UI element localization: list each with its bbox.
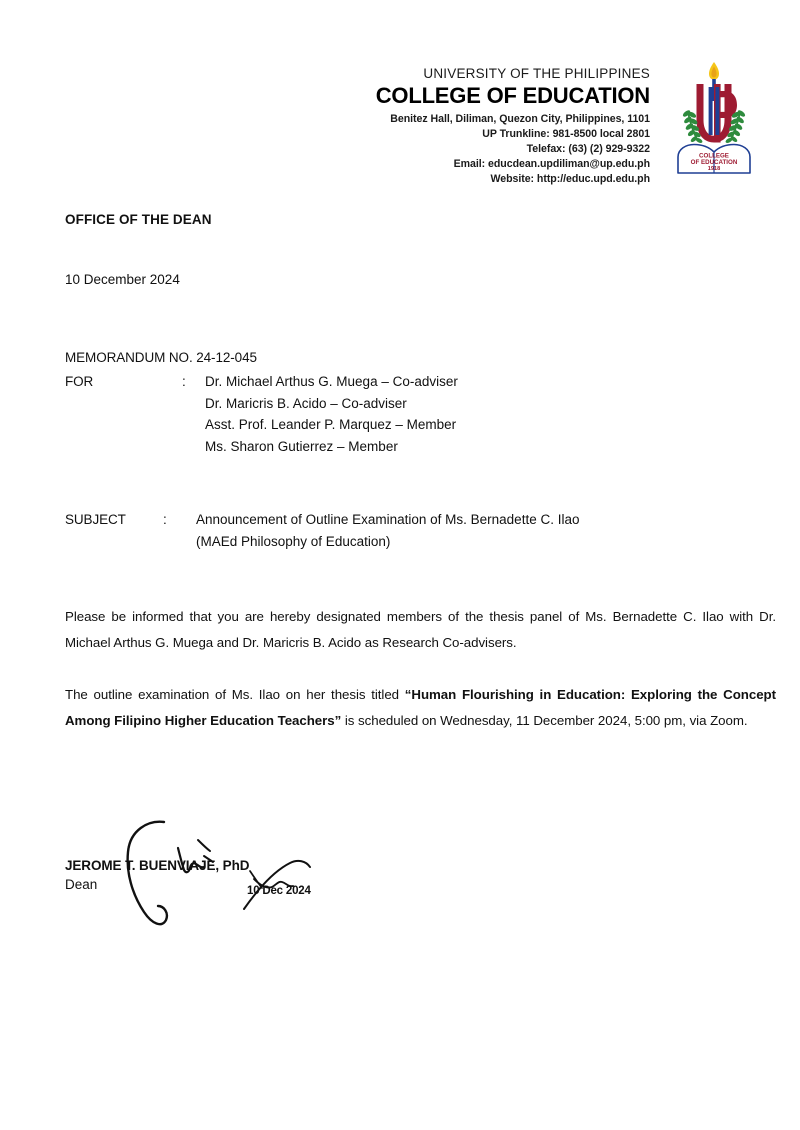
signature-date-stamp: 10 Dec 2024 — [247, 885, 311, 897]
letterhead — [0, 0, 800, 190]
document-date: 10 December 2024 — [65, 272, 180, 287]
signatory-name: JEROME T. BUENVIAJE, PhD — [65, 858, 250, 873]
seal-book-line-2: OF EDUCATION — [690, 159, 738, 166]
seal-book-line-3: 1918 — [707, 166, 721, 173]
recipient-item: Asst. Prof. Leander P. Marquez – Member — [205, 417, 457, 432]
signature-block — [65, 858, 249, 892]
subject-field — [65, 509, 579, 552]
for-field — [65, 371, 458, 457]
letterhead-text-block — [376, 66, 650, 187]
university-name: UNIVERSITY OF THE PHILIPPINES — [423, 66, 650, 81]
paragraph-2-trailing-text: is scheduled on Wednesday, 11 December 2024, 5:00 pm, via Zoom. — [341, 712, 748, 728]
body-paragraph-2 — [65, 682, 776, 733]
trunkline-line: UP Trunkline: 981-8500 local 2801 — [482, 127, 650, 140]
for-colon: : — [182, 374, 186, 389]
for-label: FOR — [65, 374, 94, 389]
body-paragraph-1: Please be informed that you are hereby designated members of the thesis panel of Ms. Bernadette C. Ilao with Dr. Michael Arthus G. Muega and Dr. Maricris B. Acido as Research Co-advisers. — [65, 609, 776, 650]
subject-label: SUBJECT — [65, 512, 126, 527]
address-line: Benitez Hall, Diliman, Quezon City, Philippines, 1101 — [390, 112, 650, 125]
subject-text — [196, 509, 579, 552]
recipient-list — [205, 371, 458, 457]
college-name: COLLEGE OF EDUCATION — [375, 82, 650, 108]
thesis-title: “Human Flourishing in Education: Exploring the Concept Among Filipino Higher Education Teachers” — [65, 687, 777, 728]
subject-line: (MAEd Philosophy of Education) — [196, 533, 391, 549]
email-line: Email: educdean.updiliman@up.edu.ph — [453, 157, 650, 170]
recipient-item: Dr. Maricris B. Acido – Co-adviser — [205, 395, 407, 411]
subject-colon: : — [163, 512, 167, 527]
subject-line: Announcement of Outline Examination of Ms. Bernadette C. Ilao — [196, 512, 580, 527]
paragraph-2-lead-text: The outline examination of Ms. Ilao on her thesis titled — [65, 687, 405, 702]
telefax-line: Telefax: (63) (2) 929-9322 — [526, 142, 650, 155]
signatory-role: Dean — [65, 877, 98, 892]
office-of-the-dean-title: OFFICE OF THE DEAN — [65, 212, 212, 227]
memorandum-number: MEMORANDUM NO. 24-12-045 — [65, 350, 257, 365]
recipient-item: Dr. Michael Arthus G. Muega – Co-adviser — [205, 374, 458, 389]
seal-book-line-1: COLLEGE — [699, 152, 729, 160]
recipient-item: Ms. Sharon Gutierrez – Member — [205, 438, 398, 454]
website-line: Website: http://educ.upd.edu.ph — [490, 173, 650, 185]
up-college-of-education-seal-icon — [668, 54, 760, 180]
